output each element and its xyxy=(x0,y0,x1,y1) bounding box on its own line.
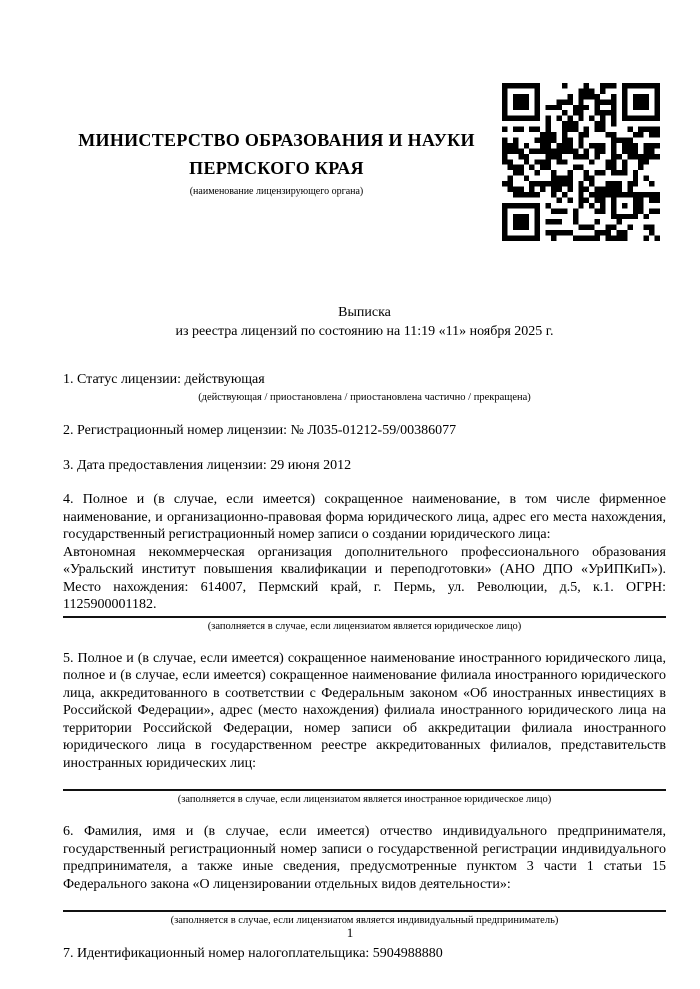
foreign-entity-caption: (заполняется в случае, если лицензиатом является иностранное юридическое лицо) xyxy=(177,794,552,805)
document-title xyxy=(63,303,666,341)
item-inn xyxy=(63,944,666,963)
ministry-name-line1: МИНИСТЕРСТВО ОБРАЗОВАНИЯ И НАУКИ xyxy=(78,130,475,150)
license-status-text: 1. Статус лицензии: действующая xyxy=(63,372,265,387)
entrepreneur-caption: (заполняется в случае, если лицензиатом является индивидуальный предприниматель) xyxy=(170,915,559,926)
entrepreneur-blank-field xyxy=(63,893,666,908)
item-registration-number xyxy=(63,421,666,440)
foreign-entity-fill-line xyxy=(63,789,666,791)
item-legal-entity xyxy=(63,491,666,634)
foreign-entity-blank-field xyxy=(63,772,666,787)
entrepreneur-label: 6. Фамилия, имя и (в случае, если имеется) отчество индивидуального предпринимателя, государственный регистрационный номер записи о государственной регистрации индивидуального предпринимателя, а также иные сведения, предусмотренные пунктом 3 части 1 статьи 15 Федерального закона «О лицензировании отдельных видов деятельности»: xyxy=(63,824,666,892)
legal-entity-caption: (заполняется в случае, если лицензиатом является юридическое лицо) xyxy=(207,620,522,632)
item-entrepreneur xyxy=(63,823,666,928)
ministry-caption: (наименование лицензирующего органа) xyxy=(189,186,364,197)
foreign-entity-label: 5. Полное и (в случае, если имеется) сокращенное наименование иностранного юридического лица, полное и (в случае, если имеется) сокращенное наименование филиала иностранного юридического лица, аккредитованного в соответствии с Федеральным законом «Об иностранных инвестициях в Российской Федерации», адрес (место нахождения) филиала иностранного юридического лица на территории Российской Федерации, номер записи об аккредитации филиала иностранного юридического лица в государственном реестре аккредитованных филиалов, представительств иностранных юридических лиц: xyxy=(63,650,666,771)
item-foreign-entity xyxy=(63,650,666,808)
title-line1: Выписка xyxy=(338,305,391,320)
entrepreneur-fill-line xyxy=(63,910,666,912)
legal-entity-value: Автономная некоммерческая организация дополнительного профессионального образования «Уральский институт повышения квалификации и переподготовки» (АНО ДПО «УрИПКиП»). Место нахождения: 614007, Пермский край, г. Пермь, ул. Революции, д.5, к.1. ОГРН: 1125900001182. xyxy=(63,544,666,612)
item-license-status xyxy=(63,370,666,405)
item-grant-date xyxy=(63,456,666,475)
page-number: 1 xyxy=(346,925,354,940)
document-body xyxy=(63,303,666,963)
ministry-name-line2: ПЕРМСКОГО КРАЯ xyxy=(189,158,364,178)
ministry-header xyxy=(63,126,490,199)
qr-code xyxy=(502,83,660,241)
title-line2: из реестра лицензий по состоянию на 11:19 «11» ноября 2025 г. xyxy=(175,324,554,339)
legal-entity-label: 4. Полное и (в случае, если имеется) сокращенное наименование, в том числе фирменное наименование, и организационно-правовая форма юридического лица, адрес его места нахождения, государственный регистрационный номер записи о создании юридического лица: xyxy=(63,492,666,542)
inn-text: 7. Идентификационный номер налогоплательщика: 5904988880 xyxy=(63,946,443,961)
registration-number-text: 2. Регистрационный номер лицензии: № Л035-01212-59/00386077 xyxy=(63,423,457,438)
grant-date-text: 3. Дата предоставления лицензии: 29 июня 2012 xyxy=(63,458,352,473)
legal-entity-fill-line xyxy=(63,616,666,618)
license-status-options-caption: (действующая / приостановлена / приостановлена частично / прекращена) xyxy=(198,392,531,403)
